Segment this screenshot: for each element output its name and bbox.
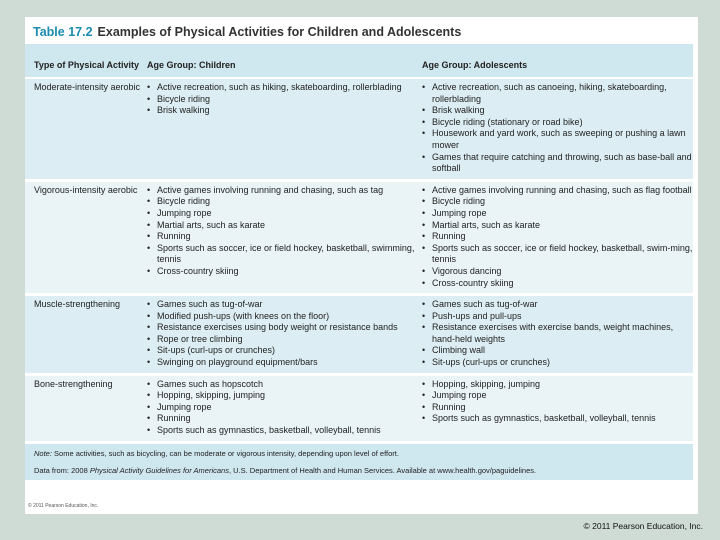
adolescents-activities	[422, 185, 693, 289]
table-header	[25, 44, 693, 77]
list-item: • Jumping rope	[422, 208, 693, 220]
list-item: • Jumping rope	[422, 390, 693, 402]
list-item: • Climbing wall	[422, 345, 693, 357]
adolescents-activities	[422, 379, 693, 437]
children-activities	[147, 379, 422, 437]
list-item: • Running	[422, 231, 693, 243]
list-item: • Brisk walking	[422, 105, 693, 117]
header-type: Type of Physical Activity	[34, 60, 140, 70]
list-item: • Rope or tree climbing	[147, 334, 422, 346]
list-item: • Jumping rope	[147, 402, 422, 414]
activity-type: Moderate-intensity aerobic	[34, 82, 141, 92]
list-item: • Sports such as gymnastics, basketball, volleyball, tennis	[422, 413, 693, 425]
activities-table	[25, 44, 693, 480]
list-item: • Running	[147, 231, 422, 243]
list-item: • Games that require catching and throwing, such as base-ball and softball	[422, 152, 693, 175]
list-item: • Running	[147, 413, 422, 425]
list-item: • Hopping, skipping, jumping	[147, 390, 422, 402]
table-title: Table 17.2 Examples of Physical Activities for Children and Adolescents	[33, 25, 462, 39]
list-item: • Hopping, skipping, jumping	[422, 379, 693, 391]
activity-type: Bone-strengthening	[34, 378, 113, 389]
list-item: • Vigorous dancing	[422, 266, 693, 278]
table-row	[25, 376, 693, 441]
list-item: • Games such as tug-of-war	[422, 299, 693, 311]
header-adolescents: Age Group: Adolescents	[422, 60, 528, 70]
children-activities	[147, 299, 422, 369]
list-item: • Active games involving running and chasing, such as tag	[147, 185, 422, 197]
list-item: • Resistance exercises with exercise bands, weight machines, hand-held weights	[422, 322, 693, 345]
list-item: • Games such as tug-of-war	[147, 299, 422, 311]
list-item: • Modified push-ups (with knees on the floor)	[147, 311, 422, 323]
list-item: • Sit-ups (curl-ups or crunches)	[147, 345, 422, 357]
header-children: Age Group: Children	[147, 60, 236, 70]
table-figure	[25, 17, 698, 514]
list-item: • Sit-ups (curl-ups or crunches)	[422, 357, 693, 369]
list-item: • Swinging on playground equipment/bars	[147, 357, 422, 369]
list-item: • Active games involving running and chasing, such as flag football	[422, 185, 693, 197]
list-item: • Sports such as soccer, ice or field hockey, basketball, swimming, tennis	[147, 243, 422, 266]
children-activities	[147, 185, 422, 289]
table-row	[25, 79, 693, 179]
list-item: • Cross-country skiing	[422, 278, 693, 290]
activity-type: Muscle-strengthening	[34, 299, 121, 310]
list-item: • Push-ups and pull-ups	[422, 311, 693, 323]
list-item: • Sports such as gymnastics, basketball, volleyball, tennis	[147, 425, 422, 437]
list-item: • Active recreation, such as canoeing, hiking, skateboarding, rollerblading	[422, 82, 693, 105]
list-item: • Bicycle riding	[147, 196, 422, 208]
list-item: • Bicycle riding	[147, 94, 422, 106]
list-item: • Active recreation, such as hiking, skateboarding, rollerblading	[147, 82, 422, 94]
table-row	[25, 182, 693, 293]
list-item: • Resistance exercises using body weight or resistance bands	[147, 322, 422, 334]
list-item: • Bicycle riding (stationary or road bike)	[422, 117, 693, 129]
slide-copyright: © 2011 Pearson Education, Inc.	[583, 521, 703, 531]
list-item: • Bicycle riding	[422, 196, 693, 208]
list-item: • Jumping rope	[147, 208, 422, 220]
list-item: • Sports such as soccer, ice or field hockey, basketball, swim-ming, tennis	[422, 243, 693, 266]
list-item: • Brisk walking	[147, 105, 422, 117]
panel-copyright: © 2011 Pearson Education, Inc.	[28, 503, 99, 509]
list-item: • Housework and yard work, such as sweeping or pushing a lawn mower	[422, 128, 693, 151]
children-activities	[147, 82, 422, 175]
list-item: • Martial arts, such as karate	[147, 220, 422, 232]
source-line: Data from: 2008 Physical Activity Guidelines for Americans, U.S. Department of Health and Human Services. Available at www.health.gov/paguidelines.	[34, 465, 537, 475]
list-item: • Martial arts, such as karate	[422, 220, 693, 232]
activity-type: Vigorous-intensity aerobic	[34, 184, 138, 195]
table-note: Note: Some activities, such as bicycling, can be moderate or vigorous intensity, depending upon level of effort. Data from: 2008 Physical Activity Guidelines for Americans, U.S. Department of Health and Human Services. Available at www.health.gov/paguidelines.	[25, 444, 693, 480]
adolescents-activities	[422, 82, 693, 175]
adolescents-activities	[422, 299, 693, 369]
table-row	[25, 296, 693, 373]
list-item: • Games such as hopscotch	[147, 379, 422, 391]
list-item: • Running	[422, 402, 693, 414]
list-item: • Cross-country skiing	[147, 266, 422, 278]
